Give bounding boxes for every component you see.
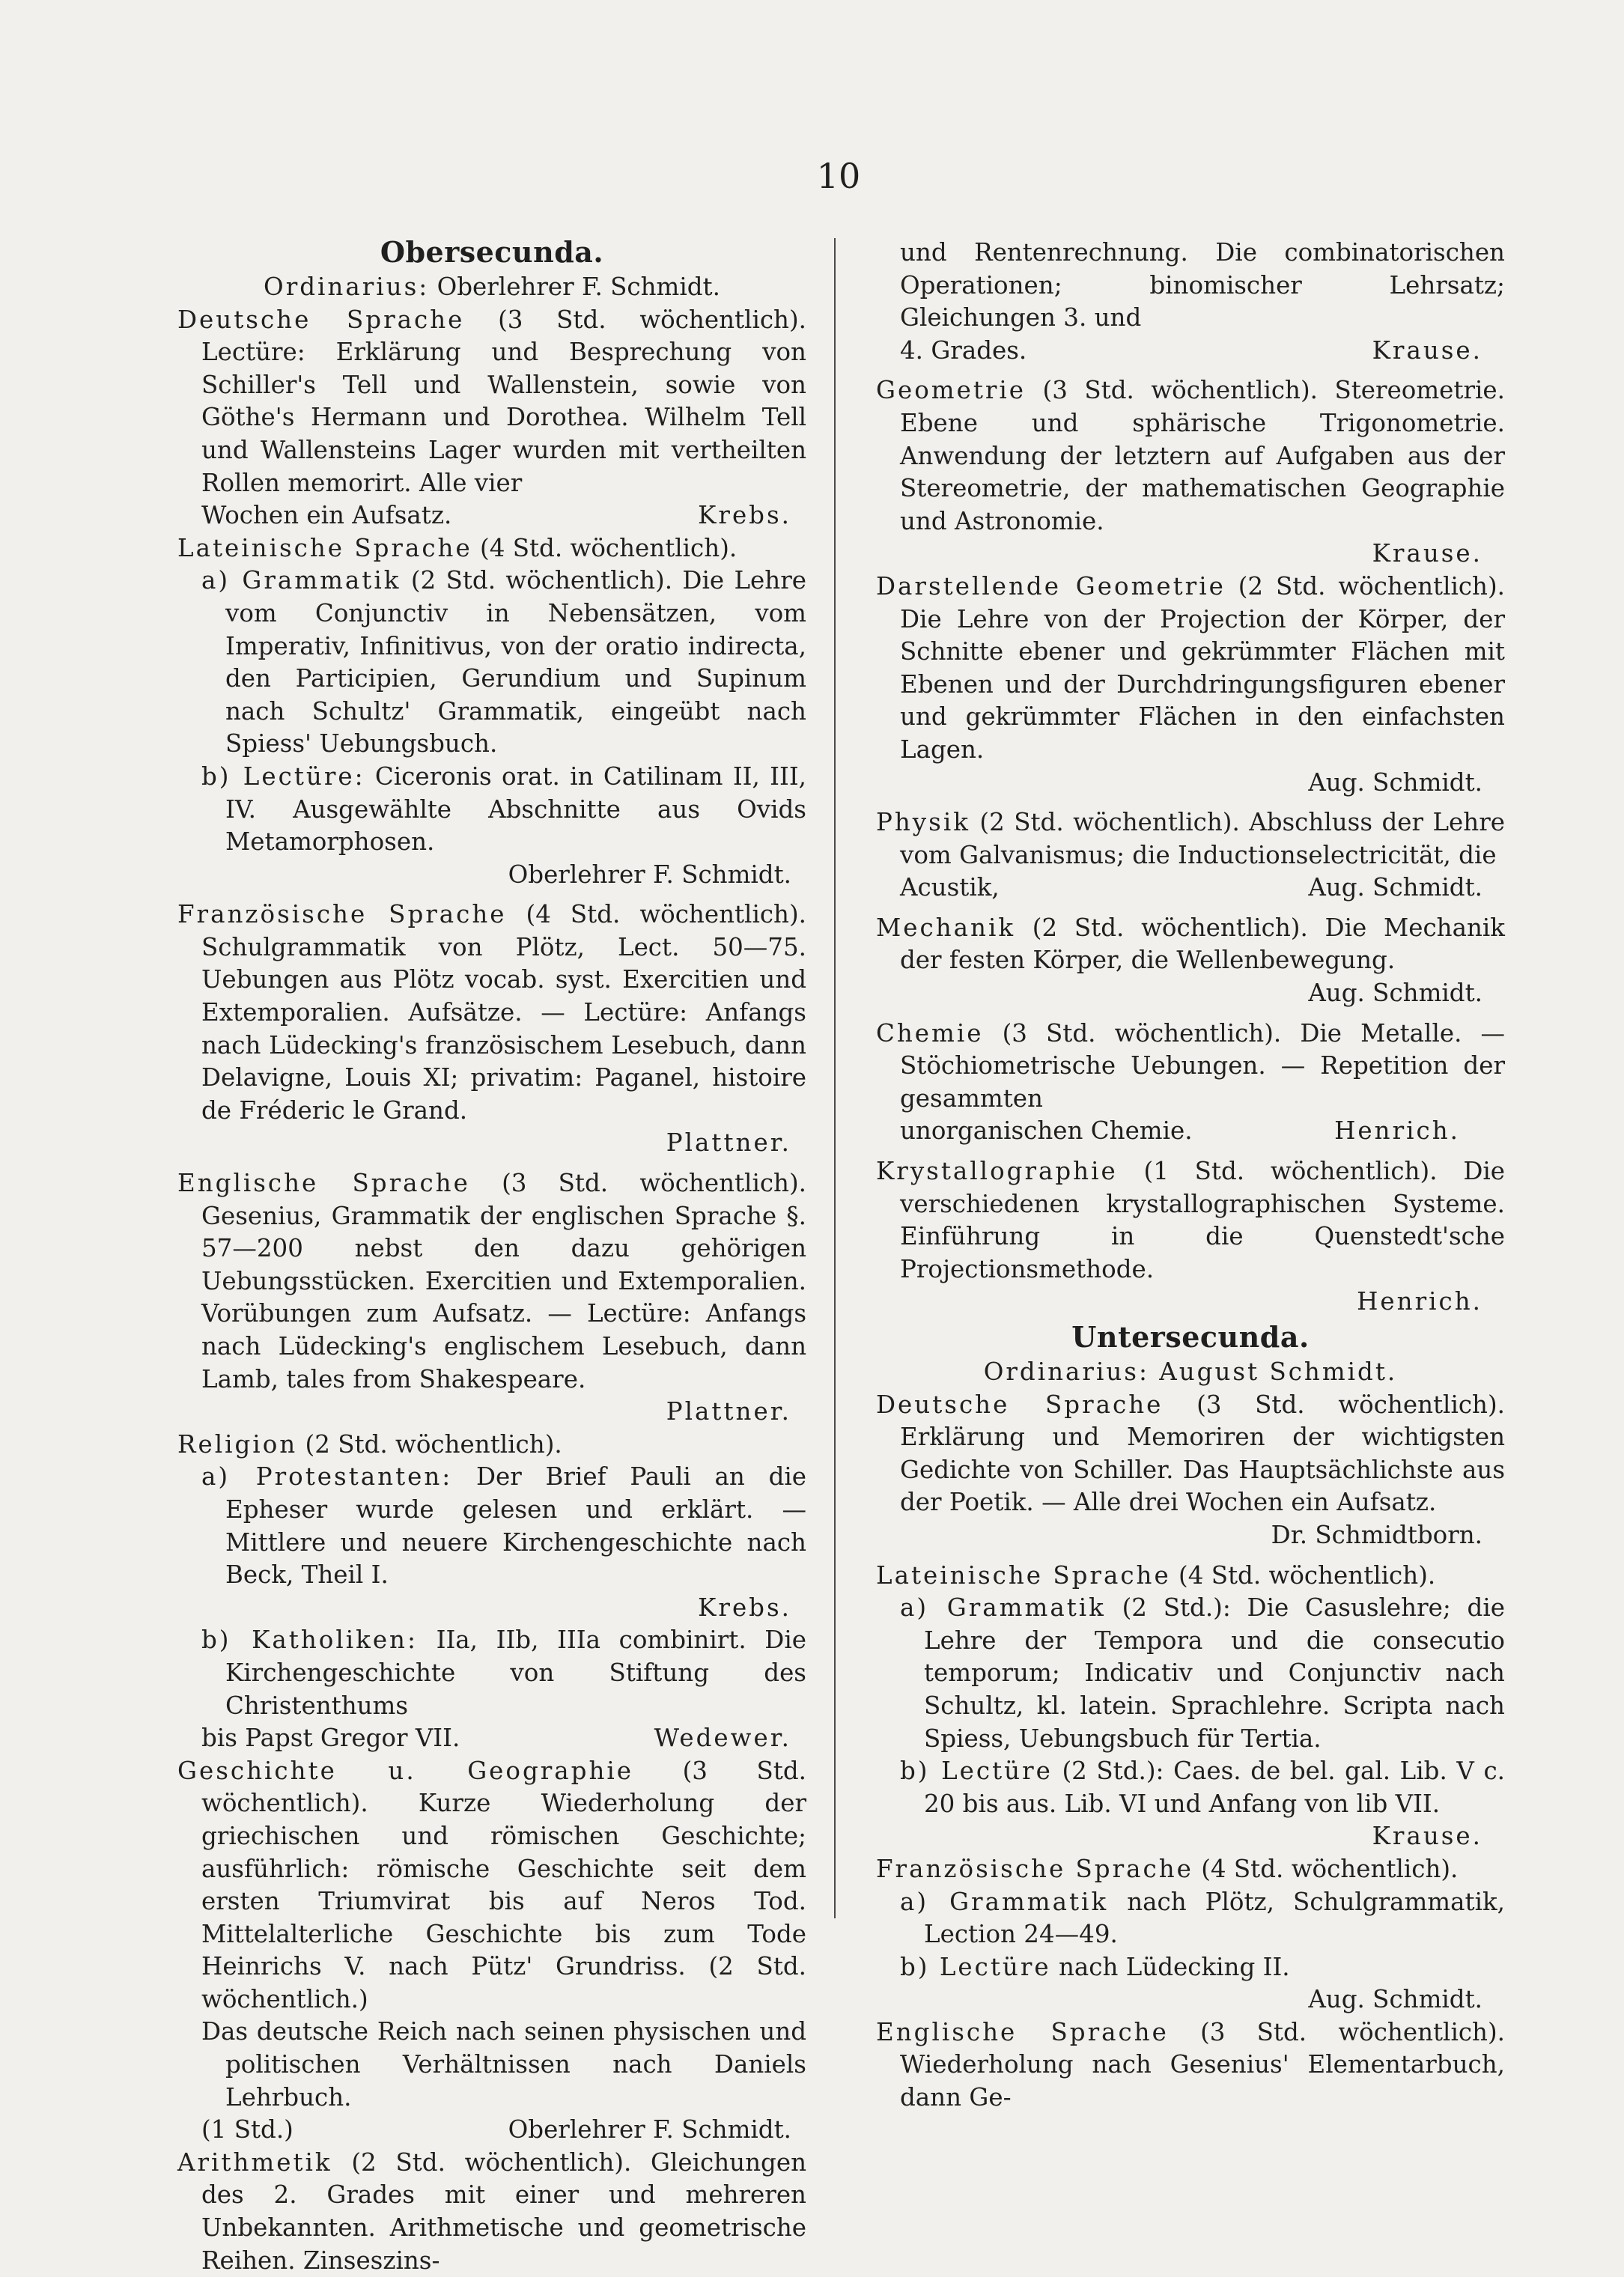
entry-chemie: [876, 1018, 1505, 1116]
section-title-obersecunda: Obersecunda.: [380, 235, 604, 269]
entry-text: (2 Std. wöchentlich). Die Lehre vom Conjunctiv in Nebensätzen, vom Imperativ, Infinitivus, von der oratio indirecta, den Participien, Gerundium und Supinum nach Schultz' Grammatik, eingeübt nach Spiess' Uebungsbuch.: [225, 566, 806, 759]
entry-text: (3 Std. wöchentlich). Kurze Wiederholung der griechischen und römischen Geschichte; ausführlich: römische Geschichte seit dem ersten Triumvirat bis auf Neros Tod. Mittelalterliche Geschichte bis zum Tode Heinrichs V. nach Pütz' Grundriss. (2 Std. wöchentlich.): [201, 1756, 806, 2013]
entry-text: Der Brief Pauli an die Epheser wurde gelesen und erklärt. — Mittlere und neuere Kirchengeschichte nach Beck, Theil I.: [225, 1462, 806, 1590]
sub-entry-b: [201, 761, 806, 859]
entry-text: Das deutsche Reich nach seinen physischen und politischen Verhältnissen nach Daniels Lehrbuch.: [201, 2017, 806, 2112]
sub-entry: [177, 2016, 806, 2146]
entry-text: (1 Std. wöchentlich). Die verschiedenen krystallographischen Systeme. Einführung in die Quenstedt'sche Projectionsmethode.: [900, 1157, 1505, 1283]
subject-name: Lateinische Sprache: [876, 1560, 1171, 1590]
teacher-name: Plattner.: [666, 1397, 791, 1426]
right-column: [876, 237, 1505, 2115]
ordinarius-label: Ordinarius:: [264, 273, 430, 301]
subject-name: Lateinische Sprache: [177, 533, 472, 562]
subject-name: Englische Sprache: [177, 1169, 470, 1198]
teacher-name: Krause.: [1372, 1822, 1482, 1851]
teacher-name: Krebs.: [698, 501, 791, 530]
entry-text: und Rentenrechnung. Die combinatorischen Operationen; binomischer Lehrsatz; Gleichungen 3. und: [900, 238, 1505, 332]
sub-entry: [876, 1592, 1505, 1853]
column-divider: [834, 238, 836, 1918]
entry-latein: [876, 1560, 1505, 1593]
sub-entry-a: [900, 1592, 1505, 1755]
entry-line: [177, 499, 806, 532]
entry-darstellende-geometrie: [876, 571, 1505, 767]
entry-text: (1 Std.): [201, 2115, 294, 2144]
entry-deutsch: [876, 1389, 1505, 1519]
entry-line: [876, 1115, 1505, 1148]
entry-text: unorganischen Chemie.: [900, 1116, 1193, 1146]
entry-text: Acustik,: [900, 873, 1000, 902]
entry-line: [900, 335, 1505, 368]
entry-physik: [876, 806, 1505, 872]
teacher-name: Wedewer.: [654, 1724, 791, 1753]
sub-label: b) Lectüre: [900, 1757, 1053, 1786]
page-number: 10: [816, 156, 861, 196]
entry-line: [201, 2114, 806, 2147]
teacher-name: Henrich.: [1357, 1287, 1482, 1316]
sub-label: b) Lectüre: [900, 1952, 1051, 1981]
left-column: [177, 234, 806, 2277]
entry-text: bis Papst Gregor VII.: [201, 1724, 460, 1753]
entry-latein: [177, 532, 806, 565]
teacher-name: Dr. Schmidtborn.: [1271, 1520, 1482, 1549]
sub-entry-b: [201, 1624, 806, 1722]
entry-text: (2 Std.): Die Casuslehre; die Lehre der Tempora und die consecutio temporum; Indicativ und Conjunctiv nach Schultz, kl. latein. Sprachlehre. Scripta nach Spiess, Uebungsbuch für Tertia.: [924, 1593, 1505, 1753]
sub-entry-a: [201, 1461, 806, 1591]
entry-text: (4 Std. wöchentlich).: [1179, 1560, 1436, 1590]
sub-label: b) Lectüre:: [201, 761, 365, 791]
sub-label: a) Protestanten:: [201, 1462, 453, 1492]
entry-text: (2 Std. wöchentlich). Die Mechanik der festen Körper, die Wellenbewegung.: [900, 913, 1505, 975]
entry-line: [876, 872, 1505, 905]
entry-text: (3 Std. wöchentlich). Lectüre: Erklärung und Besprechung von Schiller's Tell und Wallenstein, sowie von Göthe's Hermann und Dorothea. Wilhelm Tell und Wallensteins Lager wurden mit vertheilten Rollen memorirt. Alle vier: [201, 305, 806, 497]
entry-geschichte: [177, 1755, 806, 2016]
entry-line: [201, 1722, 806, 1755]
entry-text: (3 Std. wöchentlich). Wiederholung nach Gesenius' Elementarbuch, dann Ge-: [900, 2017, 1505, 2112]
teacher-name: Oberlehrer F. Schmidt.: [508, 860, 791, 889]
entry-text: (2 Std. wöchentlich). Die Lehre von der Projection der Körper, der Schnitte ebener und gekrümmter Flächen mit Ebenen und der Durchdringungsfiguren ebener und gekrümmter Flächen in den einfachsten Lagen.: [900, 571, 1505, 764]
entry-franz: [876, 1853, 1505, 1886]
sub-entry-a: [900, 1886, 1505, 1951]
entry-text: (3 Std. wöchentlich). Erklärung und Memoriren der wichtigsten Gedichte von Schiller. Das Hauptsächlichste aus der Poetik. — Alle drei Wochen ein Aufsatz.: [900, 1390, 1505, 1517]
teacher-name: Krebs.: [698, 1593, 791, 1622]
entry-religion: [177, 1429, 806, 1462]
teacher-name: Plattner.: [666, 1128, 791, 1158]
entry-text: (2 Std. wöchentlich). Gleichungen des 2. Grades mit einer und mehreren Unbekannten. Arithmetische und geometrische Reihen. Zinseszins-: [201, 2147, 806, 2275]
entry-englisch: [876, 2016, 1505, 2115]
entry-arithmetik: [177, 2147, 806, 2277]
sub-entry: [177, 1461, 806, 1754]
teacher-name: Aug. Schmidt.: [1308, 873, 1482, 902]
subject-name: Krystallographie: [876, 1157, 1118, 1186]
entry-text: 4. Grades.: [900, 335, 1027, 365]
subject-name: Mechanik: [876, 913, 1016, 942]
entry-text: (4 Std. wöchentlich). Schulgrammatik von Plötz, Lect. 50—75. Uebungen aus Plötz vocab. syst. Exercitien und Extemporalien. Aufsätze. — Lectüre: Anfangs nach Lüdecking's französischem Lesebuch, dann Delavigne, Louis XI; privatim: Paganel, histoire de Fréderic le Grand.: [201, 900, 806, 1125]
sub-entry-b: [900, 1951, 1505, 1984]
ordinarius-name: Oberlehrer F. Schmidt.: [437, 273, 720, 301]
subject-name: Arithmetik: [177, 2147, 332, 2177]
sub-entry-b: [900, 1755, 1505, 1820]
subject-name: Geschichte u. Geographie: [177, 1756, 634, 1785]
subject-name: Physik: [876, 808, 970, 837]
teacher-name: Aug. Schmidt.: [1308, 1985, 1482, 2014]
teacher-name: Aug. Schmidt.: [1308, 767, 1482, 797]
ordinarius-line: [177, 271, 806, 304]
sub-entry-a: [201, 565, 806, 761]
subject-name: Chemie: [876, 1018, 984, 1048]
entry-text: (3 Std. wöchentlich). Die Metalle. — Stöchiometrische Uebungen. — Repetition der gesammten: [900, 1018, 1505, 1113]
teacher-name: Henrich.: [1334, 1116, 1460, 1146]
sub-label: a) Grammatik: [201, 566, 401, 595]
section-title-untersecunda: Untersecunda.: [1071, 1320, 1310, 1354]
entry-text: (4 Std. wöchentlich).: [480, 533, 738, 562]
subject-name: Religion: [177, 1429, 298, 1459]
sub-label: b) Katholiken:: [201, 1626, 418, 1655]
entry-text: Wochen ein Aufsatz.: [201, 501, 452, 530]
entry-text: (3 Std. wöchentlich). Gesenius, Grammatik der englischen Sprache §. 57—200 nebst den dazu gehörigen Uebungsstücken. Exercitien und Extemporalien. Vorübungen zum Aufsatz. — Lectüre: Anfangs nach Lüdecking's englischem Lesebuch, dann Lamb, tales from Shakespeare.: [201, 1169, 806, 1393]
ordinarius-line: Ordinarius: August Schmidt.: [983, 1358, 1398, 1386]
subject-name: Englische Sprache: [876, 2017, 1169, 2046]
sub-entry: [876, 1886, 1505, 2016]
teacher-name: Krause.: [1372, 335, 1482, 365]
teacher-name: Krause.: [1372, 539, 1482, 568]
entry-deutsch: [177, 304, 806, 500]
entry-franz: [177, 899, 806, 1127]
entry-krystallographie: [876, 1155, 1505, 1286]
subject-name: Darstellende Geometrie: [876, 571, 1226, 601]
teacher-name: Aug. Schmidt.: [1308, 979, 1482, 1008]
subject-name: Französische Sprache: [177, 900, 507, 929]
subject-name: Geometrie: [876, 376, 1027, 405]
entry-text: (2 Std. wöchentlich).: [305, 1429, 562, 1459]
entry-text: (2 Std.): Caes. de bel. gal. Lib. V c. 20 bis aus. Lib. VI und Anfang von lib VII.: [924, 1757, 1505, 1818]
continuation: [876, 237, 1505, 367]
entry-text: IIa, IIb, IIIa combinirt. Die Kirchengeschichte von Stiftung des Christenthums: [225, 1626, 806, 1720]
entry-text: nach Lüdecking II.: [1058, 1952, 1290, 1981]
teacher-name: Oberlehrer F. Schmidt.: [508, 2115, 791, 2144]
entry-mechanik: [876, 912, 1505, 977]
subject-name: Deutsche Sprache: [876, 1390, 1164, 1419]
entry-text: nach Plötz, Schulgrammatik, Lection 24—49.: [924, 1887, 1505, 1949]
entry-text: (4 Std. wöchentlich).: [1201, 1854, 1459, 1883]
entry-text: (2 Std. wöchentlich). Abschluss der Lehre vom Galvanismus; die Inductionselectricität, die: [900, 808, 1505, 869]
entry-englisch: [177, 1167, 806, 1396]
entry-geometrie: [876, 374, 1505, 538]
entry-text: Ciceronis orat. in Catilinam II, III, IV. Ausgewählte Abschnitte aus Ovids Metamorphosen.: [225, 761, 806, 857]
subject-name: Deutsche Sprache: [177, 305, 465, 334]
entry-text: (3 Std. wöchentlich). Stereometrie. Ebene und sphärische Trigonometrie. Anwendung der letztern auf Aufgaben aus der Stereometrie, der mathematischen Geographie und Astronomie.: [900, 376, 1505, 535]
sub-label: a) Grammatik: [900, 1887, 1109, 1916]
sub-entry: [177, 565, 806, 891]
subject-name: Französische Sprache: [876, 1854, 1193, 1883]
sub-label: a) Grammatik: [900, 1593, 1106, 1623]
